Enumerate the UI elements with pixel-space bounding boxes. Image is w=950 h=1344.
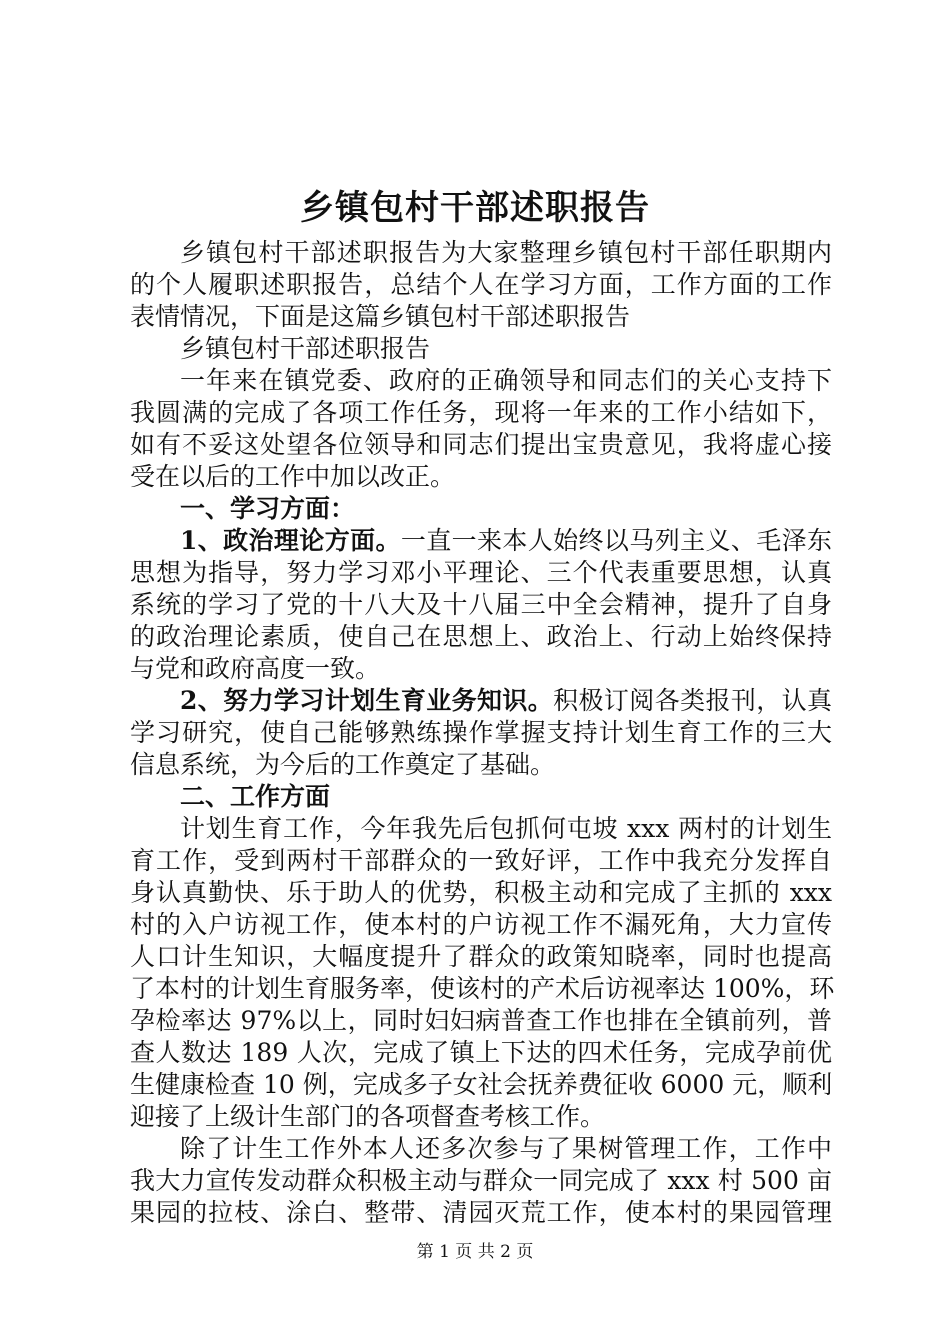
text-line: 了本村的计划生育服务率，使该村的产术后访视率达 100%，环 — [130, 974, 835, 1003]
text-line: 村的入户访视工作，使本村的户访视工作不漏死角，大力宣传 — [130, 910, 832, 939]
text-line: 系统的学习了党的十八大及十八届三中全会精神，提升了自身 — [130, 590, 832, 619]
text-line: 迎接了上级计生部门的各项督查考核工作。 — [130, 1102, 606, 1131]
text-line: 我大力宣传发动群众积极主动与群众一同完成了 xxx 村 500 亩 — [130, 1166, 832, 1195]
text-line: 一年来在镇党委、政府的正确领导和同志们的关心支持下 — [180, 366, 832, 395]
text-line: 表情情况，下面是这篇乡镇包村干部述职报告 — [130, 302, 631, 331]
section-heading — [130, 493, 832, 525]
section-heading — [130, 781, 832, 813]
text-line: 孕检率达 97%以上，同时妇妇病普查工作也排在全镇前列，普 — [130, 1006, 832, 1035]
paragraph — [130, 813, 835, 1133]
text-line: 学习研究，使自己能够熟练操作掌握支持计划生育工作的三大 — [130, 718, 832, 747]
heading-text: 二、工作方面 — [180, 782, 331, 811]
paragraph — [130, 365, 832, 493]
paragraph-lead: 2、努力学习计划生育业务知识。 — [180, 686, 554, 715]
text-line: 与党和政府高度一致。 — [130, 654, 381, 683]
paragraph — [130, 237, 832, 333]
text-line: 受在以后的工作中加以改正。 — [130, 462, 456, 491]
paragraph-lead: 1、政治理论方面。 — [180, 526, 401, 555]
text-line: 乡镇包村干部述职报告为大家整理乡镇包村干部任职期内 — [180, 238, 832, 267]
text-line: 计划生育工作，今年我先后包抓何屯坡 xxx 两村的计划生 — [180, 814, 832, 843]
text-line: 的政治理论素质，使自己在思想上、政治上、行动上始终保持 — [130, 622, 832, 651]
text-line: 我圆满的完成了各项工作任务，现将一年来的工作小结如下， — [130, 398, 832, 427]
text-line — [130, 525, 832, 557]
text-line — [130, 685, 832, 717]
text-line: 人口计生知识，大幅度提升了群众的政策知晓率，同时也提高 — [130, 942, 832, 971]
paragraph — [130, 333, 832, 365]
document-title: 乡镇包村干部述职报告 — [300, 188, 650, 228]
text-line: 身认真勤快、乐于助人的优势，积极主动和完成了主抓的 xxx — [130, 878, 832, 907]
heading-text: 一、学习方面： — [180, 494, 356, 523]
text-line: 育工作，受到两村干部群众的一致好评，工作中我充分发挥自 — [130, 846, 832, 875]
document-body — [130, 237, 835, 1229]
text-line: 生健康检查 10 例，完成多子女社会抚养费征收 6000 元，顺利 — [130, 1070, 833, 1099]
text-line: 乡镇包村干部述职报告 — [180, 334, 431, 363]
paragraph — [130, 525, 832, 685]
paragraph-text: 积极订阅各类报刊，认真 — [553, 686, 832, 715]
text-line: 如有不妥这处望各位领导和同志们提出宝贵意见，我将虚心接 — [130, 430, 832, 459]
page-footer: 第 1 页 共 2 页 — [416, 1242, 534, 1262]
text-line: 的个人履职述职报告，总结个人在学习方面，工作方面的工作 — [130, 270, 832, 299]
text-line: 思想为指导，努力学习邓小平理论、三个代表重要思想，认真 — [130, 558, 832, 587]
paragraph-text: 一直一来本人始终以马列主义、毛泽东 — [400, 526, 832, 555]
text-line: 除了计生工作外本人还多次参与了果树管理工作，工作中 — [180, 1134, 832, 1163]
paragraph — [130, 685, 832, 781]
text-line: 果园的拉枝、涂白、整带、清园灭荒工作，使本村的果园管理 — [130, 1198, 832, 1227]
paragraph — [130, 1133, 832, 1229]
text-line: 查人数达 189 人次，完成了镇上下达的四术任务，完成孕前优 — [130, 1038, 832, 1067]
text-line: 信息系统，为今后的工作奠定了基础。 — [130, 750, 556, 779]
